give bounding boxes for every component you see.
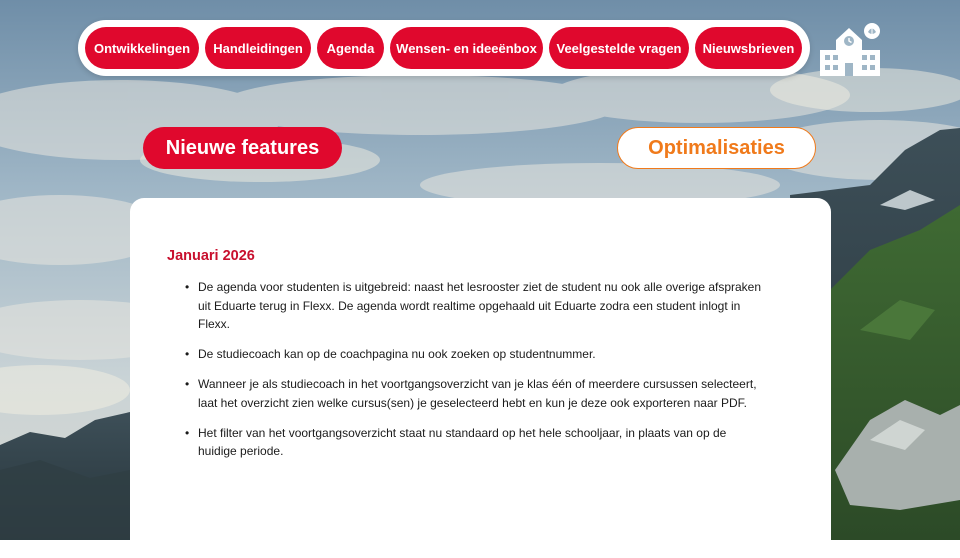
school-building-icon[interactable] [818,20,882,76]
list-item: • De studiecoach kan op de coachpagina nu ook zoeken op studentnummer. [198,345,795,364]
list-item: • Wanneer je als studiecoach in het voortgangsoverzicht van je klas één of meerdere cursussen selecteert, laat het overzicht zien welke cursus(sen) je geselecteerd hebt en kun je deze ook exporteren naar PDF. [198,375,795,412]
section-title: Januari 2026 [167,248,255,264]
content-card [130,198,831,558]
feature-list [166,278,795,461]
nav-nieuwsbrieven-button[interactable]: Nieuwsbrieven [695,27,802,69]
nav-veelgestelde-vragen-button[interactable]: Veelgestelde vragen [549,27,689,69]
list-item: • De agenda voor studenten is uitgebreid: naast het lesrooster ziet de student nu ook alle overige afspraken uit Eduarte terug in Flexx. De agenda wordt realtime opgehaald uit Eduarte zodra een student inlogt in Flexx. [198,278,795,334]
tab-nieuwe-features[interactable]: Nieuwe features [143,127,342,169]
list-item: • Het filter van het voortgangsoverzicht staat nu standaard op het hele schooljaar, in plaats van op de huidige periode. [198,424,795,461]
nav-agenda-button[interactable]: Agenda [317,27,384,69]
nav-ontwikkelingen-button[interactable]: Ontwikkelingen [85,27,199,69]
nav-handleidingen-button[interactable]: Handleidingen [205,27,311,69]
tab-optimalisaties[interactable]: Optimalisaties [617,127,816,169]
nav-wensen-ideeenbox-button[interactable]: Wensen- en ideeënbox [390,27,543,69]
main-navigation [78,20,810,76]
